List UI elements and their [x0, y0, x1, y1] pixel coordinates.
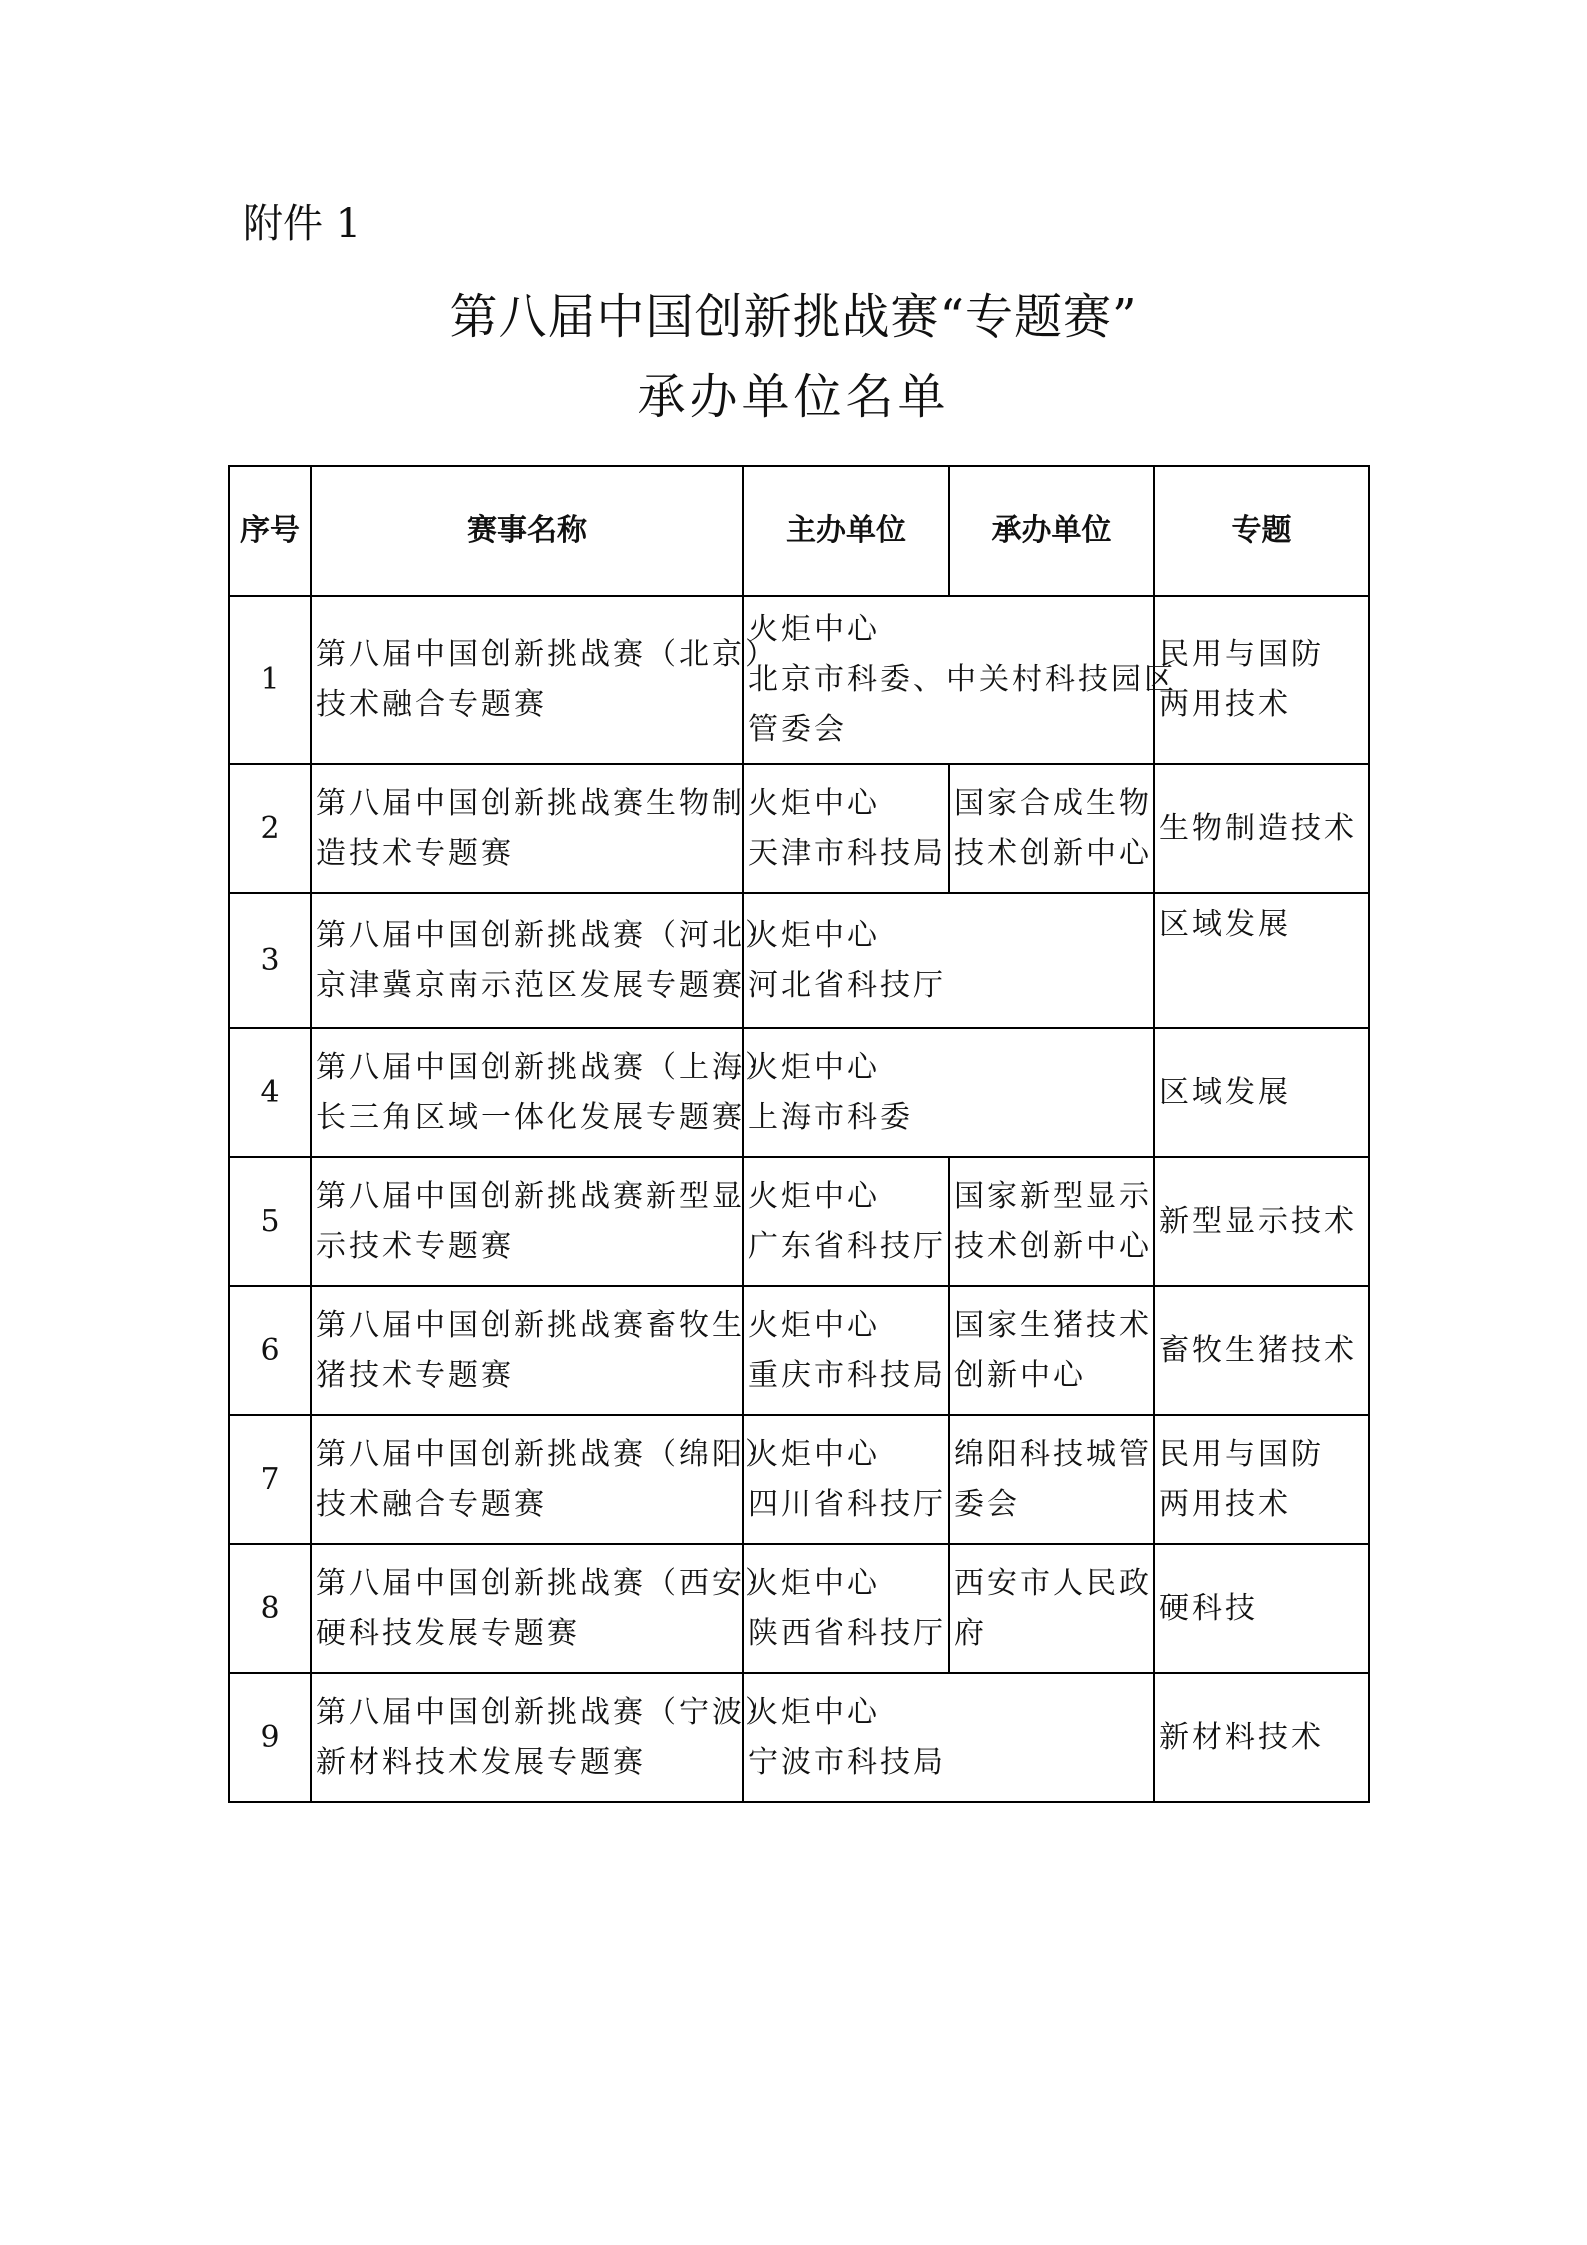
row-event-name	[311, 1028, 778, 1157]
name-line: 新材料技术发展专题赛	[316, 1744, 646, 1780]
row-topic	[1154, 1157, 1369, 1286]
table-row	[229, 893, 1369, 1028]
organizer-line: 技术创新中心	[954, 1228, 1152, 1264]
name-line: 示技术专题赛	[316, 1228, 514, 1264]
row-host	[743, 1544, 949, 1673]
row-event-name	[311, 1673, 778, 1802]
row-event-name	[311, 1415, 778, 1544]
organizer-line: 府	[954, 1615, 987, 1651]
organizer-line: 绵阳科技城管	[954, 1436, 1152, 1472]
header-event-name: 赛事名称	[311, 466, 743, 596]
topic-line: 民用与国防	[1159, 637, 1324, 672]
table-row	[229, 1286, 1369, 1415]
name-line: 第八届中国创新挑战赛（北京）	[316, 637, 778, 672]
topic-line: 两用技术	[1159, 1486, 1291, 1522]
row-no: 6	[229, 1286, 311, 1415]
topic-line: 区域发展	[1159, 907, 1291, 942]
organizer-line: 国家新型显示	[954, 1178, 1152, 1214]
row-no: 3	[229, 893, 311, 1028]
table-row	[229, 1673, 1369, 1802]
table-header-row	[229, 466, 1369, 596]
topic-line: 区域发展	[1159, 1074, 1291, 1110]
row-organizer	[949, 1544, 1154, 1673]
row-no: 2	[229, 764, 311, 893]
organizer-line: 国家合成生物	[954, 785, 1152, 821]
name-line: 长三角区域一体化发展专题赛	[316, 1099, 745, 1135]
organizer-line: 国家生猪技术	[954, 1307, 1152, 1343]
host-line: 陕西省科技厅	[748, 1615, 946, 1651]
header-host: 主办单位	[743, 466, 949, 596]
name-line: 第八届中国创新挑战赛畜牧生	[316, 1307, 745, 1343]
table-row	[229, 1028, 1369, 1157]
row-event-name	[311, 1286, 743, 1415]
row-organizer	[949, 1157, 1154, 1286]
row-host	[743, 893, 1154, 1028]
row-host	[743, 596, 1177, 764]
name-line: 第八届中国创新挑战赛（上海）	[316, 1049, 778, 1085]
row-organizer	[949, 1286, 1154, 1415]
host-line: 宁波市科技局	[748, 1744, 946, 1780]
name-line: 第八届中国创新挑战赛新型显	[316, 1178, 745, 1214]
table-row	[229, 1157, 1369, 1286]
row-organizer	[949, 1415, 1154, 1544]
row-topic	[1154, 596, 1369, 764]
organizer-line: 创新中心	[954, 1357, 1086, 1393]
name-line: 第八届中国创新挑战赛（宁波）	[316, 1694, 778, 1730]
row-event-name	[311, 893, 778, 1028]
header-topic: 专题	[1154, 466, 1369, 596]
row-organizer	[949, 764, 1154, 893]
organizer-line: 西安市人民政	[954, 1565, 1152, 1601]
topic-line: 新材料技术	[1159, 1719, 1324, 1755]
row-topic	[1154, 1673, 1369, 1802]
row-host	[743, 1028, 1154, 1157]
row-no: 8	[229, 1544, 311, 1673]
row-host	[743, 1157, 949, 1286]
header-organizer: 承办单位	[949, 466, 1154, 596]
organizer-table	[228, 465, 1370, 1803]
row-no: 1	[229, 596, 311, 764]
name-line: 硬科技发展专题赛	[316, 1615, 580, 1651]
topic-line: 畜牧生猪技术	[1159, 1332, 1357, 1368]
name-line: 第八届中国创新挑战赛（绵阳）	[316, 1436, 778, 1472]
topic-line: 硬科技	[1159, 1590, 1258, 1626]
organizer-line: 委会	[954, 1486, 1020, 1522]
host-line: 上海市科委	[748, 1099, 913, 1135]
row-no: 5	[229, 1157, 311, 1286]
row-no: 9	[229, 1673, 311, 1802]
topic-line: 民用与国防	[1159, 1436, 1324, 1472]
host-line: 火炬中心	[748, 1436, 880, 1472]
host-line: 天津市科技局	[748, 835, 946, 871]
row-event-name	[311, 596, 778, 764]
topic-line: 生物制造技术	[1159, 810, 1357, 846]
row-event-name	[311, 1157, 743, 1286]
row-host	[743, 1286, 949, 1415]
row-topic	[1154, 893, 1369, 1028]
host-line: 火炬中心	[748, 612, 880, 647]
row-topic	[1154, 1286, 1369, 1415]
table-row	[229, 596, 1369, 764]
host-line: 火炬中心	[748, 1565, 880, 1601]
name-line: 第八届中国创新挑战赛（河北）	[316, 917, 778, 953]
host-line: 火炬中心	[748, 1694, 880, 1730]
host-line: 河北省科技厅	[748, 967, 946, 1003]
name-line: 猪技术专题赛	[316, 1357, 514, 1393]
host-line: 火炬中心	[748, 917, 880, 953]
row-host	[743, 764, 949, 893]
row-host	[743, 1415, 949, 1544]
host-line: 北京市科委、中关村科技园区	[748, 662, 1177, 697]
topic-line: 新型显示技术	[1159, 1203, 1357, 1239]
host-line: 广东省科技厅	[748, 1228, 946, 1264]
attachment-label: 附件 1	[243, 201, 362, 247]
row-event-name	[311, 1544, 778, 1673]
row-host	[743, 1673, 1154, 1802]
host-line: 火炬中心	[748, 1307, 880, 1343]
row-event-name	[311, 764, 743, 893]
table-row	[229, 1415, 1369, 1544]
topic-line: 两用技术	[1159, 687, 1291, 722]
row-topic	[1154, 1028, 1369, 1157]
row-topic	[1154, 764, 1369, 893]
host-line: 管委会	[748, 712, 847, 747]
organizer-line: 技术创新中心	[954, 835, 1152, 871]
document-subtitle: 承办单位名单	[637, 369, 950, 425]
name-line: 第八届中国创新挑战赛生物制	[316, 785, 745, 821]
name-line: 技术融合专题赛	[316, 687, 547, 722]
header-no: 序号	[229, 466, 311, 596]
row-topic	[1154, 1544, 1369, 1673]
table-row	[229, 764, 1369, 893]
host-line: 火炬中心	[748, 1049, 880, 1085]
name-line: 技术融合专题赛	[316, 1486, 547, 1522]
name-line: 造技术专题赛	[316, 835, 514, 871]
host-line: 四川省科技厅	[748, 1486, 946, 1522]
row-no: 4	[229, 1028, 311, 1157]
name-line: 第八届中国创新挑战赛（西安）	[316, 1565, 778, 1601]
host-line: 重庆市科技局	[748, 1357, 946, 1393]
row-topic	[1154, 1415, 1369, 1544]
document-title: 第八届中国创新挑战赛“专题赛”	[449, 289, 1138, 345]
row-no: 7	[229, 1415, 311, 1544]
table-row	[229, 1544, 1369, 1673]
name-line: 京津冀京南示范区发展专题赛	[316, 967, 745, 1003]
host-line: 火炬中心	[748, 785, 880, 821]
host-line: 火炬中心	[748, 1178, 880, 1214]
